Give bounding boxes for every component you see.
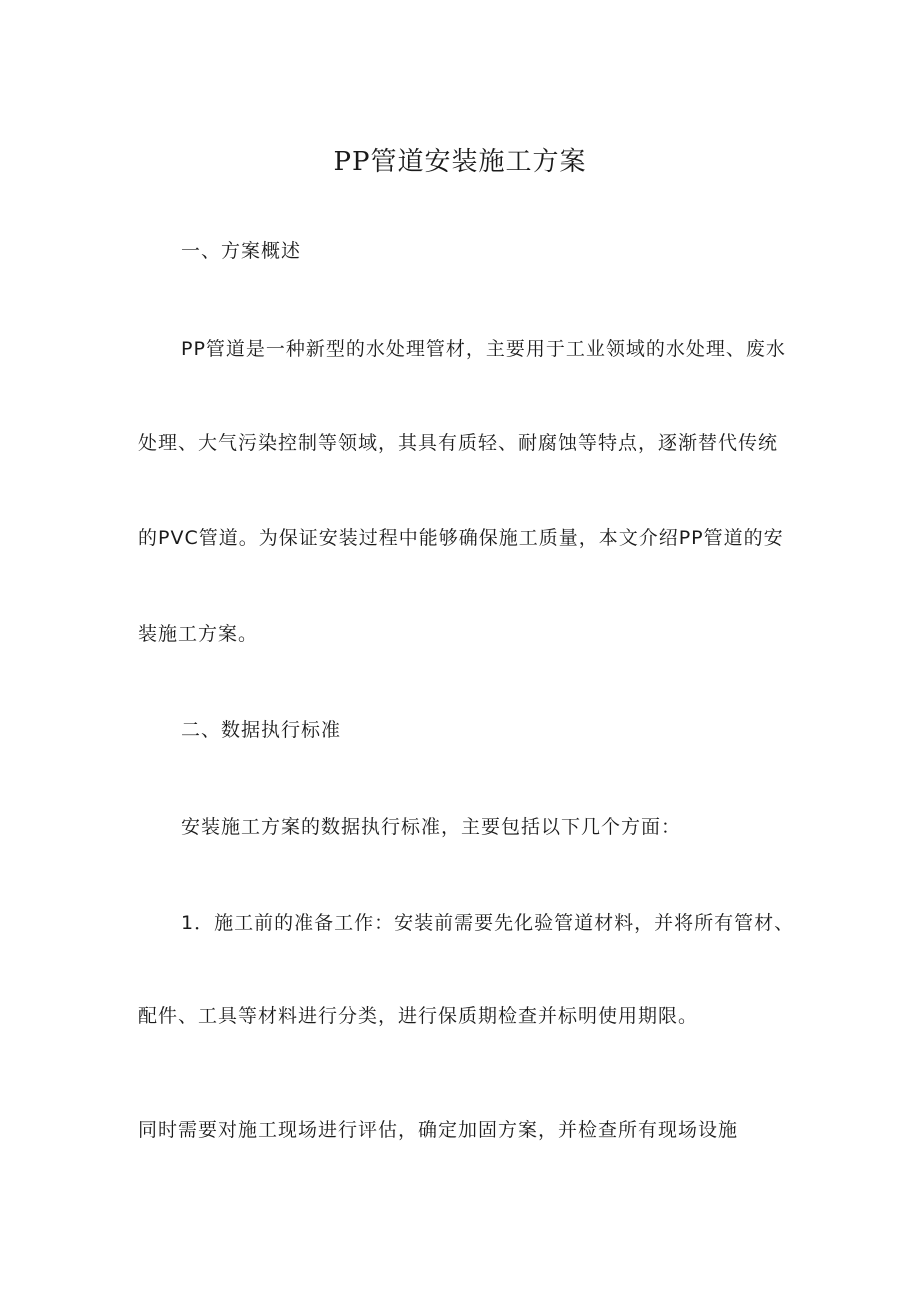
section-heading-overview: 一、方案概述: [181, 240, 302, 262]
overview-line-1: PP管道是一种新型的水处理管材，主要用于工业领域的水处理、废水: [181, 338, 786, 360]
item1-continuation: 同时需要对施工现场进行评估，确定加固方案，并检查所有现场设施: [138, 1119, 739, 1141]
standards-intro: 安装施工方案的数据执行标准，主要包括以下几个方面：: [181, 816, 682, 838]
overview-line-3: 的PVC管道。为保证安装过程中能够确保施工质量，本文介绍PP管道的安: [138, 527, 784, 549]
overview-line-4: 装施工方案。: [138, 623, 259, 645]
overview-line-2: 处理、大气污染控制等领域，其具有质轻、耐腐蚀等特点，逐渐替代传统: [138, 432, 779, 454]
item1-line-2: 配件、工具等材料进行分类，进行保质期检查并标明使用期限。: [138, 1005, 699, 1027]
item1-line-1: 1．施工前的准备工作：安装前需要先化验管道材料，并将所有管材、: [181, 912, 795, 934]
section-heading-standards: 二、数据执行标准: [181, 719, 342, 741]
document-title: PP管道安装施工方案: [333, 147, 587, 177]
